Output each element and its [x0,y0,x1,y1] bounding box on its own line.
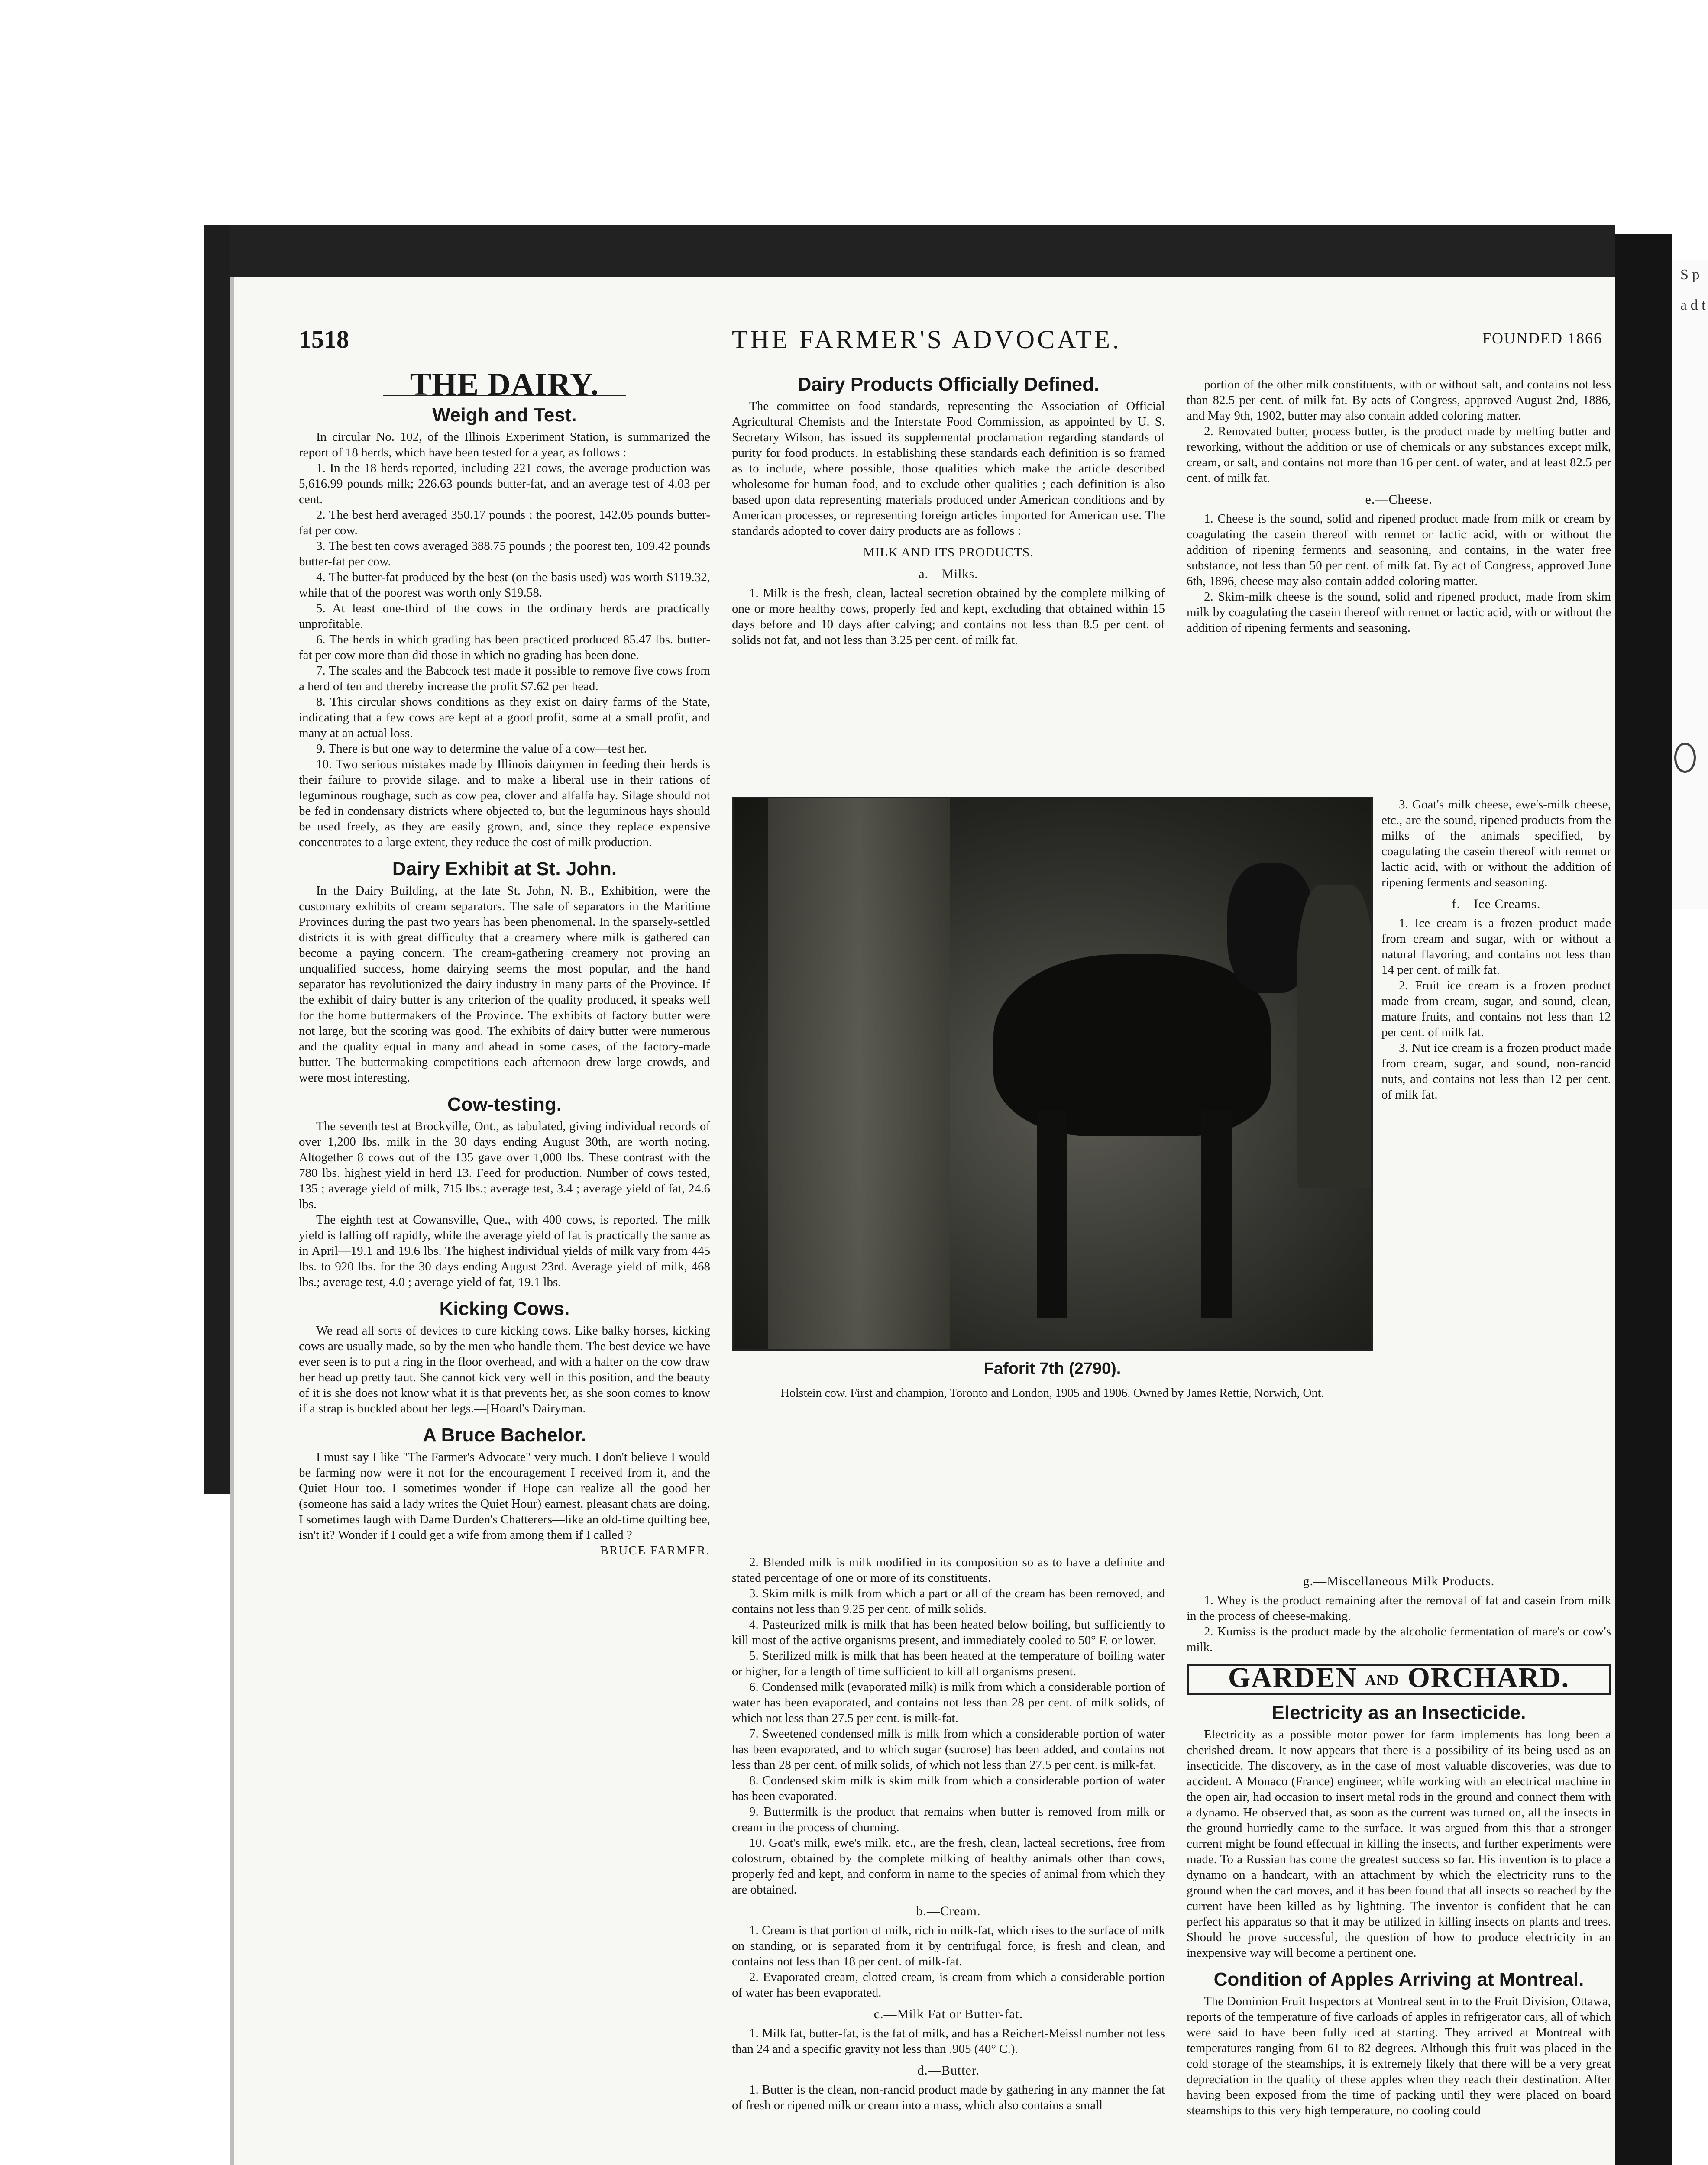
paragraph: 6. The herds in which grading has been practiced produced 85.47 lbs. butter-fat per cow more than did those in which no grading has been done. [299,633,710,662]
and-ornament: AND [1365,1672,1400,1688]
subsection-heading: d.—Butter. [917,2063,980,2078]
paragraph: 1. Ice cream is a frozen product made from cream and sugar, with or without a natural flavoring, and contains not less than 14 per cent. of milk fat. [1381,916,1611,977]
paragraph: 10. Two serious mistakes made by Illinois dairymen in feeding their herds is their failure to provide silage, and to make a liberal use in their rations of leguminous roughage, such as cow pea, clover and alfalfa hay. Silage should not be fed in condensary districts where objected to, but the leguminous hays should be used freely, as they are easily grown, and, since they replace expensive concentrates to a large extent, they reduce the cost of milk production. [299,757,710,849]
photo-background-tree [768,798,950,1351]
paragraph: 4. Pasteurized milk is milk that has been heated below boiling, but sufficiently to kill most of the active organisms present, and immediately cooled to 50° F. or lower. [732,1618,1165,1647]
paragraph: The eighth test at Cowansville, Que., with 400 cows, is reported. The milk yield is falling off rapidly, while the average yield of fat is practically the same as in April—19.1 and 19.6 lbs. The highest individual yields of milk vary from 445 lbs. to 920 lbs. for the 30 days ending August 23rd. Average yield of milk, 468 lbs.; average test, 4.0 ; average yield of fat, 19.1 lbs. [299,1213,710,1289]
photo-caption-title: Faforit 7th (2790). [983,1360,1121,1378]
signature: BRUCE FARMER. [600,1544,710,1558]
article-title-cow-testing: Cow-testing. [447,1094,562,1115]
paragraph: 2. Skim-milk cheese is the sound, solid and ripened product, made from skim milk by coagulating the casein thereof with rennet or lactic acid, with or without the addition of ripening ferments and seasoning. [1187,590,1611,635]
paragraph: portion of the other milk constituents, with or without salt, and contains not less than 82.5 per cent. of milk fat. By acts of Congress, approved August 2nd, 1886, and May 9th, 1902, butter may also contain added coloring matter. [1187,378,1611,423]
paragraph: 4. The butter-fat produced by the best (on the basis used) was worth $119.32, while that of the poorest was worth only $19.58. [299,570,710,600]
orchard-word: ORCHARD. [1407,1662,1570,1693]
founded-label: FOUNDED 1866 [1482,330,1602,347]
cow-photograph [732,797,1373,1351]
binding-hole [1674,743,1696,773]
paragraph: 7. Sweetened condensed milk is milk from which a considerable portion of water has been evaporated, and to which sugar (sucrose) has been added, and contains not less than 28 per cent. of milk solids, of which not less than 27.5 per cent. is milk-fat. [732,1727,1165,1772]
department-title-garden [1187,1664,1611,1695]
paragraph: 1. Milk fat, butter-fat, is the fat of milk, and has a Reichert-Meissl number not less than 24 and a specific gravity not less than .905 (40° C.). [732,2026,1165,2056]
column-dairy [299,367,710,1558]
paragraph: 2. Blended milk is milk modified in its composition so as to have a definite and stated percentage of one or more of its constituents. [732,1555,1165,1585]
adjacent-page-strip: S p a d t [1672,260,1708,909]
paragraph: 2. Fruit ice cream is a frozen product made from cream, sugar, and sound, clean, mature fruits, and contains not less than 12 per cent. of milk fat. [1381,979,1611,1039]
paragraph: 2. Renovated butter, process butter, is the product made by melting butter and reworking, without the addition or use of chemicals or any substances except milk, cream, or salt, and contains not more than 16 per cent. of water, and at least 82.5 per cent. of milk fat. [1187,424,1611,485]
paragraph: 7. The scales and the Babcock test made it possible to remove five cows from a herd of ten and thereby increase the profit $7.62 per head. [299,664,710,693]
kicking-body: We read all sorts of devices to cure kicking cows. Like balky horses, kicking cows are usually made, so by the men who handle them. The best device we have ever seen is to put a ring in the floor overhead, and with a halter on the cow draw her head up pretty taut. She cannot kick very well in this position, and the beauty of it is she does not know what it is that prevents her, as she soon comes to know if a strap is buckled about her legs.—[Hoard's Dairyman. [299,1324,710,1415]
paragraph: 5. At least one-third of the cows in the ordinary herds are practically unprofitable. [299,601,710,631]
photo-cow-leg [1201,1110,1232,1318]
photo-cow-body [993,954,1271,1136]
paragraph: 8. Condensed skim milk is skim milk from which a considerable portion of water has been evaporated. [732,1774,1165,1803]
department-title: THE DAIRY. [383,377,626,396]
paragraph: 1. Butter is the clean, non-rancid product made by gathering in any manner the fat of fresh or ripened milk or cream into a mass, which also contains a small [732,2083,1165,2112]
column-milk-definitions [732,1554,1165,2113]
paragraph: 10. Goat's milk, ewe's milk, etc., are the fresh, clean, lacteal secretions, free from colostrum, obtained by the complete milking of healthy animals other than cows, properly fed and kept, and conform in name to the species of animal from which they are obtained. [732,1836,1165,1897]
paragraph: 2. Kumiss is the product made by the alcoholic fermentation of mare's or cow's milk. [1187,1625,1611,1654]
paragraph: 1. Cheese is the sound, solid and ripened product made from milk or cream by coagulating the casein thereof with rennet or lactic acid, with or without the addition of ripening ferments and seasoning, and contains, in the water free substance, not less than 50 per cent. of milk fat. By act of Congress, approved June 6th, 1896, cheese may also contain added coloring matter. [1187,512,1611,588]
article-title-exhibit: Dairy Exhibit at St. John. [392,858,617,879]
article-title-weigh: Weigh and Test. [432,404,577,426]
paragraph: 1. Whey is the product remaining after the removal of fat and casein from milk in the process of cheese-making. [1187,1593,1611,1623]
paragraph: 3. Goat's milk cheese, ewe's-milk cheese, etc., are the sound, ripened products from the milks of the animals specified, by coagulating the casein thereof with rennet or lactic acid, with or without the addition of ripening ferments and seasoning. [1381,798,1611,889]
paragraph: 5. Sterilized milk is milk that has been heated at the temperature of boiling water or higher, for a length of time sufficient to kill all organisms present. [732,1649,1165,1678]
paragraph: 1. In the 18 herds reported, including 221 cows, the average production was 5,616.99 pounds milk; 226.63 pounds butter-fat, and an average test of 4.03 per cent. [299,461,710,506]
film-background-top [0,0,1708,242]
subsection-heading: f.—Ice Creams. [1452,897,1541,911]
column-ice-creams [1381,797,1611,1102]
paragraph: The seventh test at Brockville, Ont., as tabulated, giving individual records of over 1,200 lbs. milk in the 30 days ending August 30th, are worth noting. Altogether 8 cows out of the 135 gave over 1,000 lbs. These contrast with the 780 lbs. highest yield in herd 13. Feed for production. Number of cows tested, 135 ; average yield of milk, 715 lbs.; average test, 3.4 ; average yield of fat, 24.6 lbs. [299,1119,710,1211]
article-title-dairy-products: Dairy Products Officially Defined. [797,374,1100,395]
column-butter-cheese [1187,377,1611,636]
film-shadow-left [204,225,230,1494]
apples-body: The Dominion Fruit Inspectors at Montreal sent in to the Fruit Division, Ottawa, reports of the temperature of five carloads of apples in refrigerator cars, all of which were said to have been fully iced at starting. They arrived at Montreal with temperatures ranging from 61 to 82 degrees. Although this fruit was placed in the cold storage of the steamships, it is extremely likely that there will be a very great depreciation in the quality of these apples when they reach their destination. After having been exposed from the time of packing until they were placed on board steamships to this very high temperature, no cooling could [1187,1994,1611,2117]
film-shadow-top [225,225,1615,277]
masthead: THE FARMER'S ADVOCATE. [731,325,1122,354]
paragraph: 2. The best herd averaged 350.17 pounds ; the poorest, 142.05 pounds butter-fat per cow. [299,508,710,537]
paragraph: 3. Skim milk is milk from which a part or all of the cream has been removed, and contains not less than 9.25 per cent. of milk solids. [732,1587,1165,1616]
exhibit-body: In the Dairy Building, at the late St. John, N. B., Exhibition, were the customary exhibits of cream separators. The sale of separators in the Maritime Provinces during the past two years has been phenomenal. In the sparsely-settled districts it is with great difficulty that a creamery where milk is gathered can become a paying concern. The cream-gathering creamery not proving an unqualified success, home dairying seems the most popular, and the hand separator has revolutionized the dairy industry in many parts of the Province. If the exhibit of dairy butter is any criterion of the quality produced, it speaks well for the home buttermakers of the Province. The exhibits of factory butter were not large, but the scoring was good. The exhibits of dairy butter were numerous and the quality equal in many and ahead in some cases, of the factory-made butter. The buttermaking competitions each afternoon drew large crowds, and were most interesting. [299,884,710,1085]
page-header [234,325,1620,364]
weigh-body [299,429,710,850]
paragraph: 9. There is but one way to determine the value of a cow—test her. [316,742,647,756]
paragraph: In circular No. 102, of the Illinois Experiment Station, is summarized the report of 18 herds, which have been tested for a year, as follows : [299,430,710,459]
paragraph: 1. Milk is the fresh, clean, lacteal secretion obtained by the complete milking of one or more healthy cows, properly fed and kept, excluding that obtained within 15 days before and 10 days after calving; and contains not less than 8.5 per cent. of solids not fat, and not less than 3.25 per cent. of milk fat. [732,586,1165,647]
electricity-body: Electricity as a possible motor power for farm implements has long been a cherished dream. It now appears that there is a possibility of its being used as an insecticide. The discovery, as in the case of most valuable discoveries, was due to accident. A Monaco (France) engineer, while working with an electrical machine in the open air, had occasion to insert metal rods in the ground and connect them with a dynamo. He observed that, as soon as the current was turned on, all the insects in the ground hurriedly came to the surface. It was argued from this that a stronger current might be found effectual in killing the insects, and further experiments were made. To a Russian has come the greatest success so far. His invention is to place a dynamo on a handcart, with an attachment by which the electricity runs to the ground when the cart moves, and it has been found that all insects so reached by the current have been killed as by lightning. The inventor is confident that he can perfect his apparatus so that it may be utilized in killing insects on plants and trees. Should he prove successful, the question of how to produce electricity in an inexpensive way will become a pertinent one. [1187,1727,1611,1960]
photo-cow-leg [1037,1110,1067,1318]
subsection-heading: c.—Milk Fat or Butter-fat. [873,2007,1023,2021]
column-garden-orchard [1187,1567,1611,2118]
garden-word: GARDEN [1228,1662,1357,1693]
paragraph: 8. This circular shows conditions as they exist on dairy farms of the State, indicating that a few cows are kept at a good profit, some at a small profit, and many at an actual loss. [299,695,710,740]
paragraph: 9. Buttermilk is the product that remains when butter is removed from milk or cream in the process of churning. [732,1805,1165,1834]
page-number: 1518 [299,325,349,353]
intro-paragraph: The committee on food standards, representing the Association of Official Agricultural Chemists and the Interstate Food Commission, as appointed by U. S. Secretary Wilson, has issued its supplemental proclamation regarding standards of purity for food products. In establishing these standards each definition is so framed as to include, where possible, those qualities which make the article described wholesome for human food, and to exclude other qualities ; each definition is also based upon data representing materials produced under American conditions and by American processes, or representing foreign articles imported for American use. The standards adopted to cover dairy products are as follows : [732,399,1165,538]
bachelor-body: I must say I like "The Farmer's Advocate" very much. I don't believe I would be farming now were it not for the encouragement I received from it, and the Quiet Hour too. I sometimes wonder if Hope can realize all the good her (someone has said a lady writes the Quiet Hour) earnest, pleasant chats are doing. I sometimes laugh with Dame Durden's Chatterers—like an old-time quilting bee, isn't it? Wonder if I could get a wife from among them if I called ? [299,1450,710,1542]
photo-handler [1297,885,1373,1188]
column-dairy-products [732,374,1165,648]
film-shadow-right [1615,234,1672,2165]
paragraph: 3. The best ten cows averaged 388.75 pounds ; the poorest ten, 109.42 pounds butter-fat per cow. [299,539,710,569]
paragraph: 2. Evaporated cream, clotted cream, is cream from which a considerable portion of water has been evaporated. [732,1970,1165,2000]
newspaper-page [230,277,1615,2165]
subsection-heading: e.—Cheese. [1365,492,1433,507]
subsection-heading: b.—Cream. [916,1904,981,1918]
paragraph: 6. Condensed milk (evaporated milk) is milk from which a considerable portion of water has been evaporated, and contains not less than 28 per cent. of milk solids, of which not less than 27.5 per cent. is milk-fat. [732,1680,1165,1725]
article-title-bachelor: A Bruce Bachelor. [423,1425,586,1446]
section-heading: MILK AND ITS PRODUCTS. [863,545,1034,559]
subsection-heading: g.—Miscellaneous Milk Products. [1303,1574,1495,1588]
photo-caption: Holstein cow. First and champion, Toronto and London, 1905 and 1906. Owned by James Rettie, Norwich, Ont. [780,1386,1324,1400]
article-title-kicking: Kicking Cows. [439,1298,570,1319]
paragraph: 3. Nut ice cream is a frozen product made from cream, sugar, and sound, non-rancid nuts, and contains not less than 12 per cent. of milk fat. [1381,1041,1611,1102]
subsection-heading: a.—Milks. [919,567,978,581]
paragraph: 1. Cream is that portion of milk, rich in milk-fat, which rises to the surface of milk on standing, or is separated from it by centrifugal force, is fresh and clean, and contains not less than 18 per cent. of milk-fat. [732,1923,1165,1968]
article-title-apples: Condition of Apples Arriving at Montreal. [1213,1968,1584,1990]
article-title-electricity: Electricity as an Insecticide. [1271,1702,1526,1723]
